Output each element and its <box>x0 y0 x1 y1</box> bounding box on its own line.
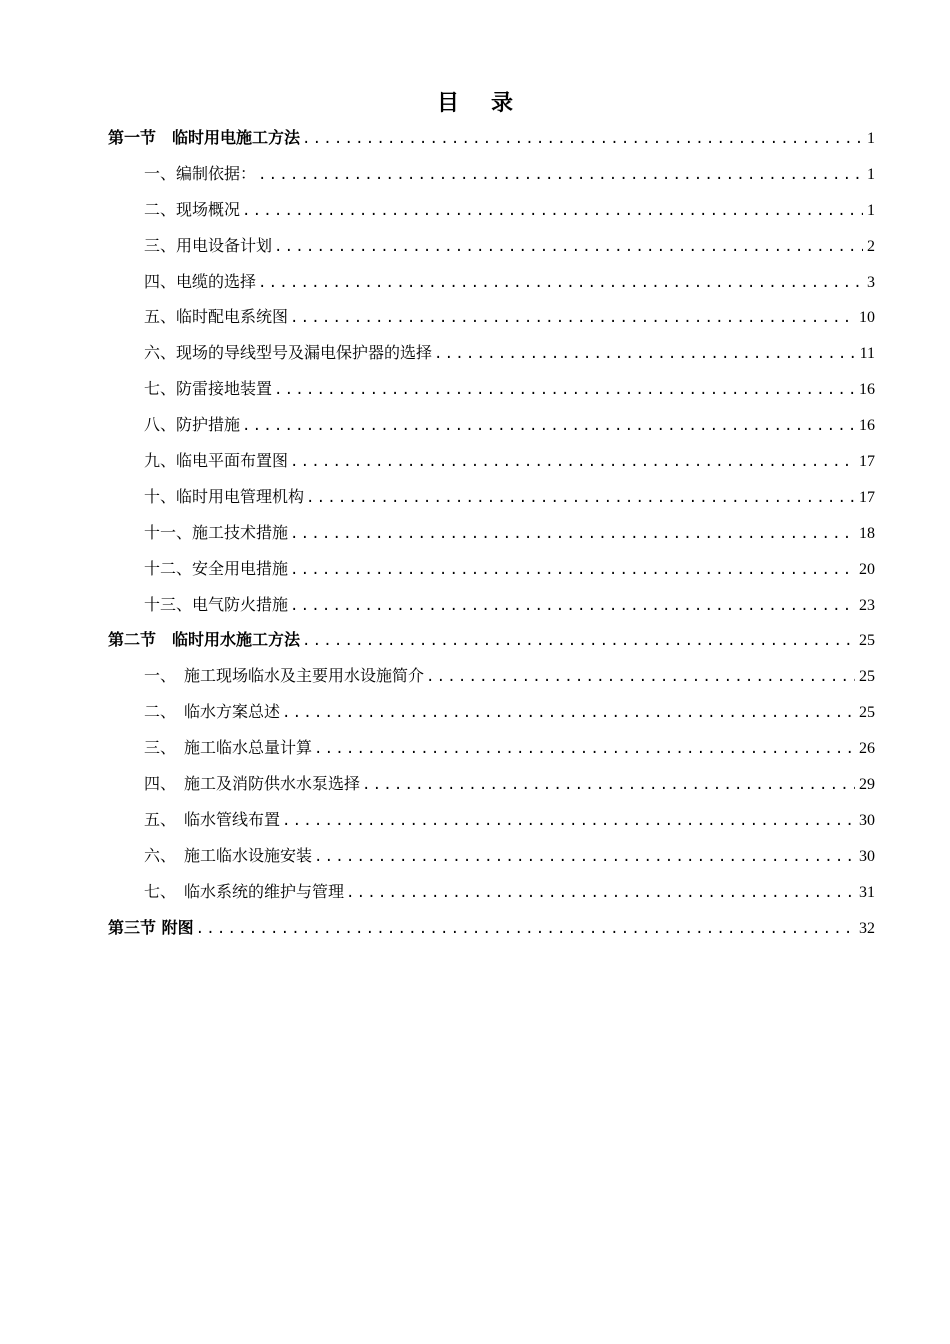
toc-page-number: 29 <box>859 776 875 794</box>
toc-page-number: 1 <box>867 165 875 183</box>
dot-leader <box>258 266 863 302</box>
toc-item-entry[interactable] <box>108 407 875 443</box>
toc-item-entry[interactable] <box>108 443 875 479</box>
dot-leader <box>242 409 855 445</box>
toc-item-entry[interactable] <box>108 335 875 371</box>
dot-leader <box>290 553 855 589</box>
toc-item-entry[interactable] <box>108 479 875 515</box>
toc-item-entry[interactable] <box>108 730 875 766</box>
toc-page-number: 25 <box>859 632 875 650</box>
toc-item-entry[interactable] <box>108 551 875 587</box>
toc-page-number: 16 <box>859 381 875 399</box>
toc-entry-label: 四、电缆的选择 <box>144 271 257 291</box>
toc-item-entry[interactable] <box>108 658 875 694</box>
dot-leader <box>282 696 855 732</box>
dot-leader <box>306 481 855 517</box>
toc-entry-label: 六、 施工临水设施安装 <box>144 845 313 865</box>
toc-entry-label: 二、现场概况 <box>144 199 241 219</box>
toc-item-entry[interactable] <box>108 838 875 874</box>
dot-leader <box>302 624 855 660</box>
toc-section-entry[interactable] <box>108 120 875 156</box>
toc-entry-label: 三、用电设备计划 <box>144 235 273 255</box>
toc-page-number: 1 <box>867 201 875 219</box>
toc-page-number: 1 <box>867 130 875 147</box>
toc-page-number: 25 <box>859 668 875 686</box>
toc-page-number: 23 <box>859 596 875 614</box>
toc-item-entry[interactable] <box>108 802 875 838</box>
dot-leader <box>314 732 855 768</box>
toc-entry-label: 第一节 临时用电施工方法 <box>108 128 301 147</box>
toc-title <box>0 86 950 117</box>
dot-leader <box>274 230 863 266</box>
toc-entry-label: 十一、施工技术措施 <box>144 522 289 542</box>
toc-item-entry[interactable] <box>108 874 875 910</box>
toc-entry-label: 七、 临水系统的维护与管理 <box>144 881 345 901</box>
toc-entry-label: 十、临时用电管理机构 <box>144 486 305 506</box>
toc-entry-label: 三、 施工临水总量计算 <box>144 738 313 758</box>
toc-entry-label: 一、编制依据： <box>144 163 257 183</box>
toc-item-entry[interactable] <box>108 587 875 623</box>
toc-page-number: 16 <box>859 417 875 435</box>
toc-page-number: 11 <box>859 345 875 363</box>
toc-entry-label: 五、临时配电系统图 <box>144 307 289 327</box>
toc-page-number: 17 <box>859 453 875 471</box>
toc-entry-label: 一、 施工现场临水及主要用水设施简介 <box>144 666 425 686</box>
toc-entry-label: 第三节 附图 <box>108 917 194 937</box>
toc-page-number: 25 <box>859 704 875 722</box>
toc-entry-label: 二、 临水方案总述 <box>144 702 281 722</box>
dot-leader <box>290 589 855 625</box>
toc-entry-label: 九、临电平面布置图 <box>144 451 289 471</box>
dot-leader <box>290 445 855 481</box>
toc-item-entry[interactable] <box>108 228 875 264</box>
toc-entry-label: 第二节 临时用水施工方法 <box>108 630 301 650</box>
toc-page-number: 31 <box>859 883 875 901</box>
toc-title-char-2: 录 <box>491 90 514 116</box>
dot-leader <box>258 158 863 194</box>
toc-entry-label: 四、 施工及消防供水水泵选择 <box>144 774 361 794</box>
toc-page-number: 30 <box>859 847 875 865</box>
toc-page-number: 20 <box>859 560 875 578</box>
dot-leader <box>290 517 855 553</box>
table-of-contents <box>108 120 875 945</box>
toc-entry-label: 七、防雷接地装置 <box>144 379 273 399</box>
toc-section-entry[interactable] <box>108 910 875 946</box>
toc-entry-label: 十二、安全用电措施 <box>144 558 289 578</box>
toc-entry-label: 十三、电气防火措施 <box>144 594 289 614</box>
dot-leader <box>302 122 863 158</box>
toc-item-entry[interactable] <box>108 515 875 551</box>
toc-item-entry[interactable] <box>108 264 875 300</box>
toc-page-number: 30 <box>859 811 875 829</box>
dot-leader <box>242 194 863 230</box>
toc-page-number: 17 <box>859 488 875 506</box>
dot-leader <box>346 876 855 912</box>
toc-section-entry[interactable] <box>108 622 875 658</box>
toc-entry-label: 五、 临水管线布置 <box>144 809 281 829</box>
toc-item-entry[interactable] <box>108 694 875 730</box>
toc-page-number: 3 <box>867 273 875 291</box>
toc-page-number: 18 <box>859 524 875 542</box>
toc-title-char-1: 目 <box>436 90 459 116</box>
toc-item-entry[interactable] <box>108 371 875 407</box>
toc-page-number: 32 <box>859 919 875 937</box>
dot-leader <box>282 804 855 840</box>
toc-page-number: 26 <box>859 740 875 758</box>
toc-item-entry[interactable] <box>108 156 875 192</box>
dot-leader <box>426 660 855 696</box>
dot-leader <box>290 301 855 337</box>
toc-item-entry[interactable] <box>108 299 875 335</box>
toc-item-entry[interactable] <box>108 192 875 228</box>
dot-leader <box>362 768 855 804</box>
dot-leader <box>314 840 855 876</box>
toc-item-entry[interactable] <box>108 766 875 802</box>
toc-entry-label: 八、防护措施 <box>144 415 241 435</box>
dot-leader <box>434 337 856 373</box>
dot-leader <box>274 373 855 409</box>
toc-page-number: 2 <box>867 237 875 255</box>
toc-page-number: 10 <box>859 309 875 327</box>
toc-entry-label: 六、现场的导线型号及漏电保护器的选择 <box>144 343 433 363</box>
dot-leader <box>196 912 855 948</box>
